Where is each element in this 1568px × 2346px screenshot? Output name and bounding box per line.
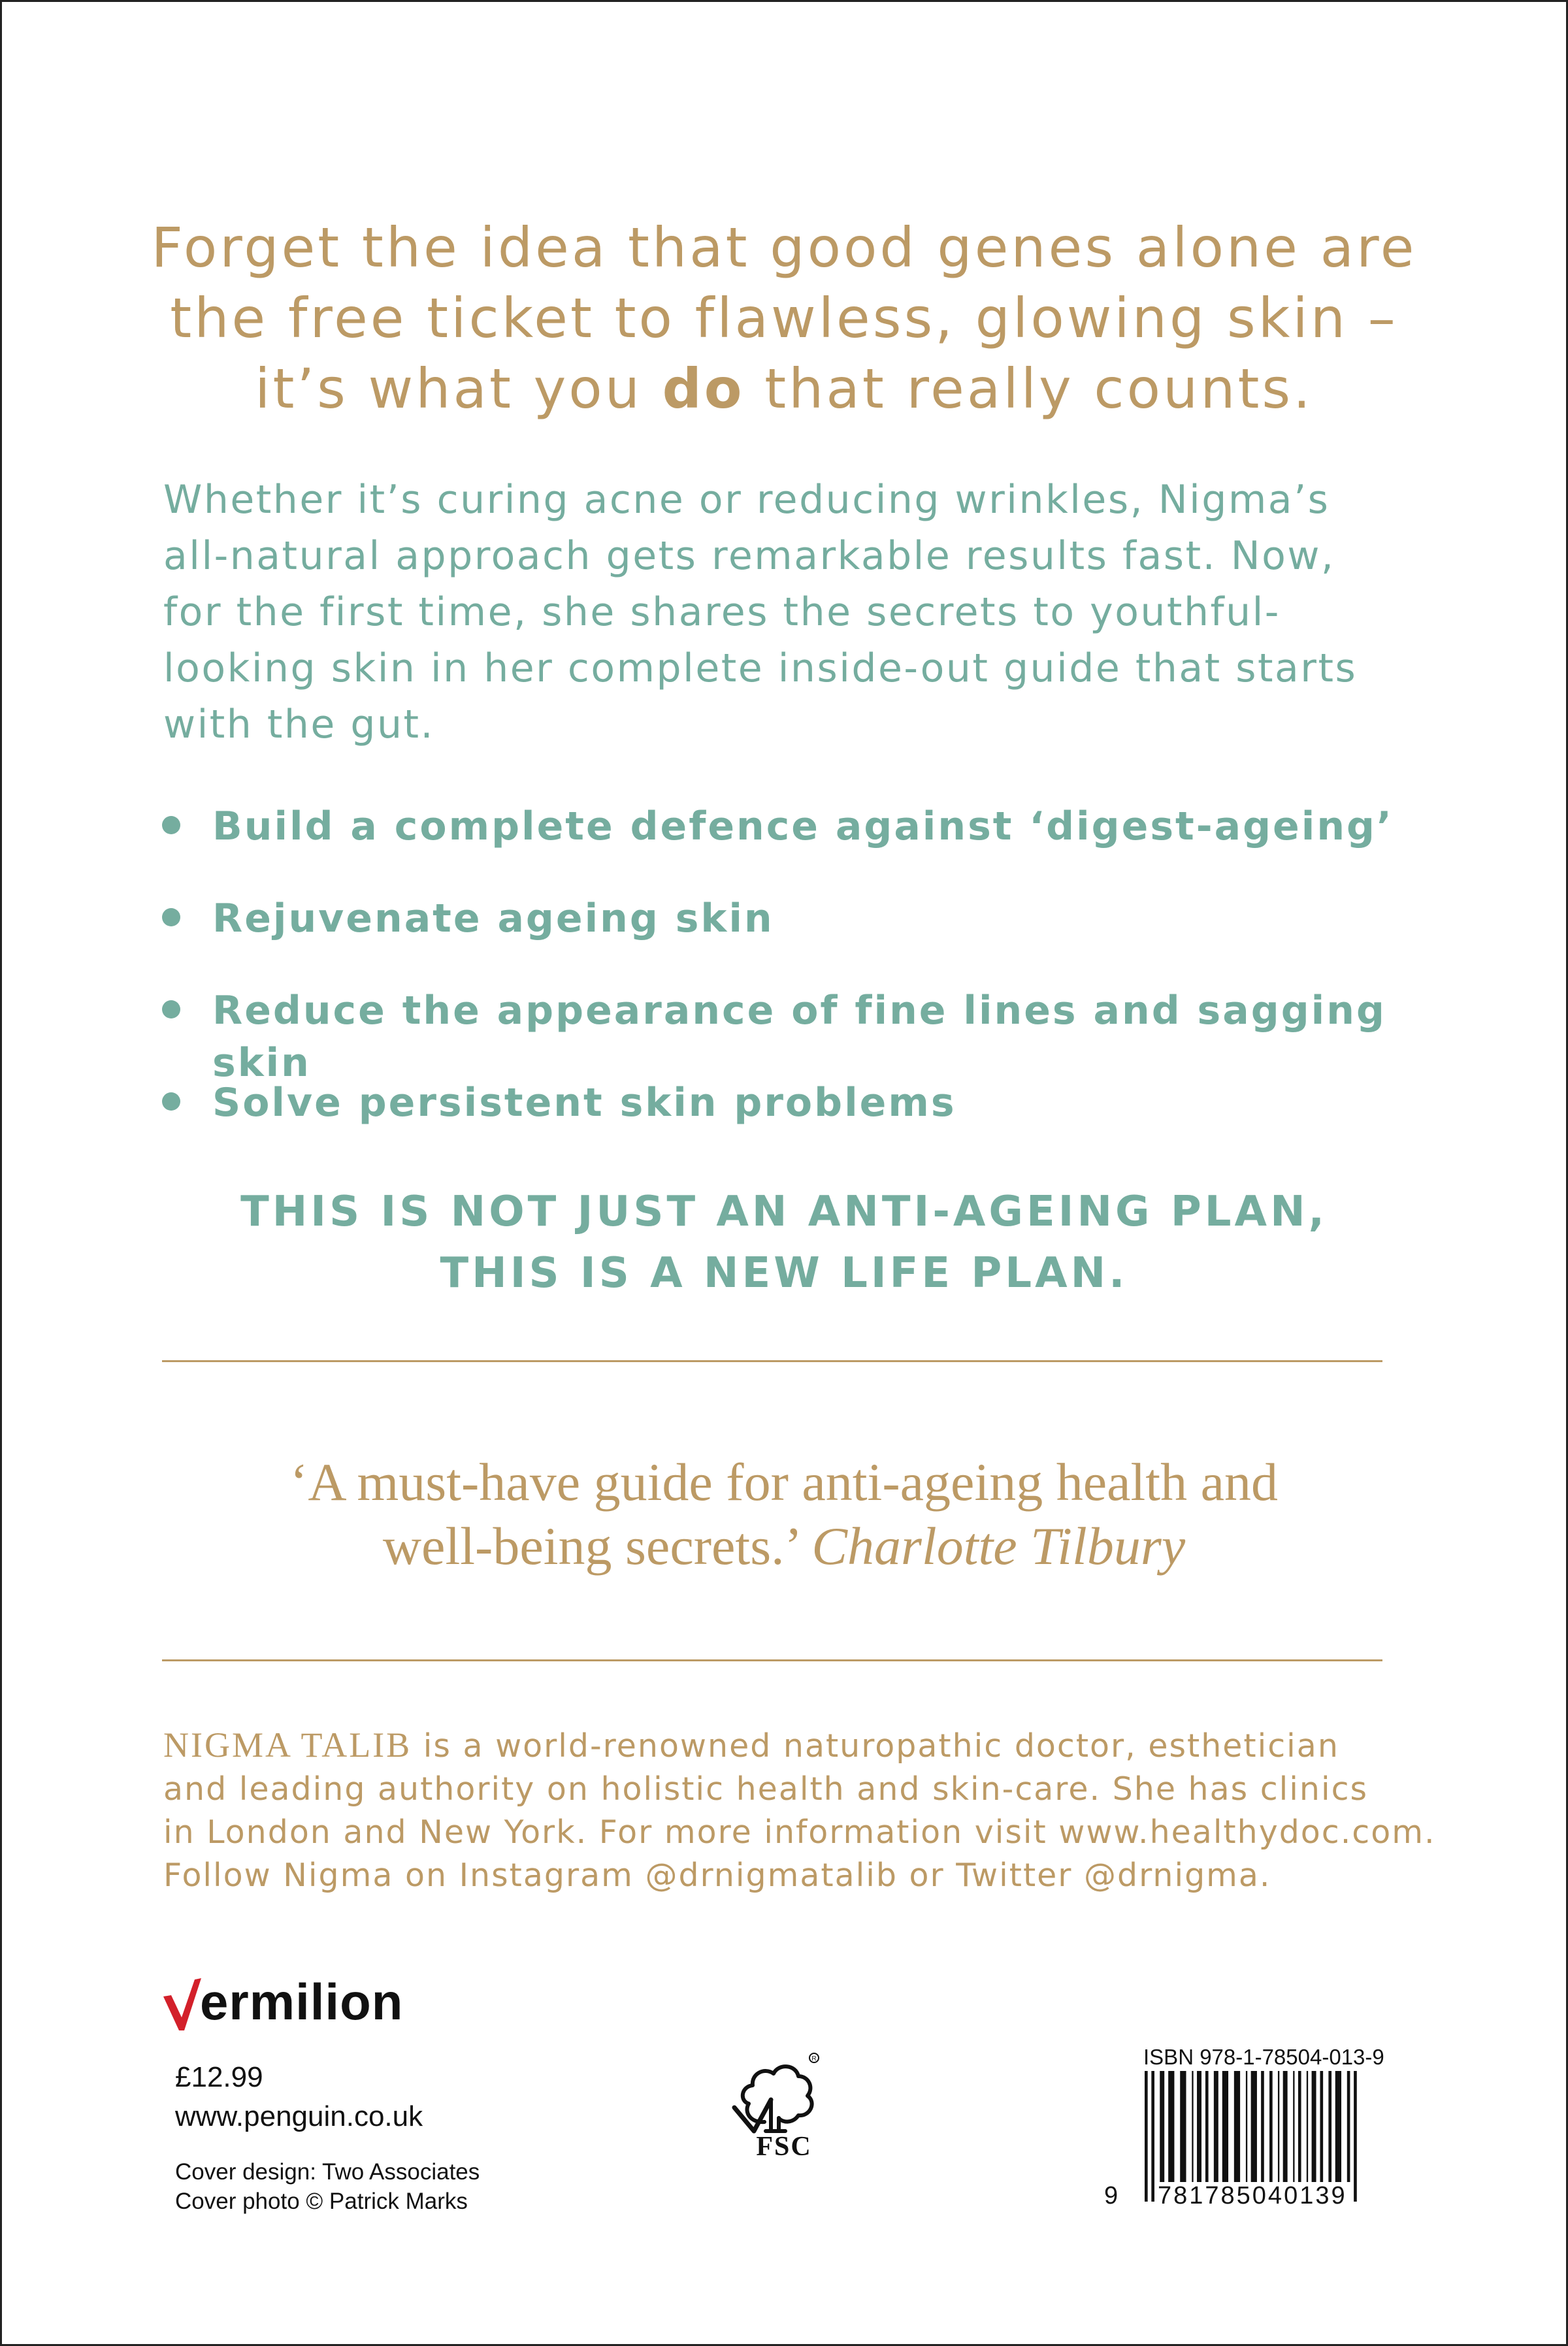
quote-line-1: ‘A must-have guide for anti-ageing health and: [290, 1452, 1278, 1512]
svg-text:R: R: [811, 2055, 817, 2062]
divider-bottom: [162, 1659, 1382, 1661]
barcode-bar: [1312, 2071, 1316, 2182]
slogan-line-1: THIS IS NOT JUST AN ANTI-AGEING PLAN,: [240, 1188, 1328, 1236]
barcode-bar: [1160, 2071, 1164, 2182]
bullet-dot-icon: [162, 816, 180, 834]
isbn-barcode-digits: 781785040139: [1155, 2182, 1350, 2210]
benefit-item: [160, 800, 1467, 892]
benefit-item: [160, 892, 1467, 985]
cover-photo-credit: Cover photo © Patrick Marks: [175, 2189, 468, 2214]
benefit-text: Build a complete defence against ‘digest-ageing’: [212, 804, 1394, 849]
intro-line-3: for the first time, she shares the secrets to youthful-: [163, 589, 1281, 635]
cover-design-credit: Cover design: Two Associates: [175, 2159, 480, 2185]
price: £12.99: [175, 2061, 263, 2093]
headline-line-3: [98, 353, 1470, 424]
barcode-bar: [1298, 2071, 1301, 2182]
bio-line-2: and leading authority on holistic health and skin-care. She has clinics: [163, 1770, 1369, 1808]
intro-line-4: looking skin in her complete inside-out guide that starts: [163, 645, 1358, 691]
intro-line-1: Whether it’s curing acne or reducing wrinkles, Nigma’s: [163, 477, 1330, 523]
fsc-label: FSC: [756, 2132, 812, 2162]
headline-line-3-start: it’s what you: [255, 357, 662, 421]
benefit-item: [160, 985, 1467, 1086]
benefit-list: [160, 800, 1467, 1169]
headline-line-1: Forget the idea that good genes alone are: [151, 216, 1417, 280]
bullet-dot-icon: [162, 1000, 180, 1018]
isbn-digits: [1104, 2182, 1392, 2215]
publisher-website: www.penguin.co.uk: [175, 2100, 423, 2132]
price-block: [175, 2058, 423, 2136]
bio-line-1-text: is a world-renowned naturopathic doctor, esthetician: [412, 1727, 1339, 1765]
barcode-bar: [1192, 2071, 1193, 2182]
barcode-bar: [1320, 2071, 1323, 2182]
slogan: [98, 1181, 1470, 1304]
barcode-bar: [1328, 2071, 1331, 2182]
isbn-lead-digit: 9: [1104, 2182, 1119, 2209]
cover-credits: [175, 2157, 480, 2216]
bullet-dot-icon: [162, 1092, 180, 1111]
barcode-bar: [1197, 2071, 1201, 2182]
headline-emphasis: do: [662, 357, 745, 421]
intro-line-2: all-natural approach gets remarkable results fast. Now,: [163, 533, 1335, 579]
benefit-text: Solve persistent skin problems: [212, 1080, 956, 1126]
bio-line-1: [163, 1723, 1470, 1768]
barcode-bar: [1278, 2071, 1279, 2182]
barcode-bar: [1205, 2071, 1209, 2182]
headline-line-2: the free ticket to flawless, glowing skin –: [170, 286, 1398, 350]
barcode-bar: [1222, 2071, 1228, 2182]
slogan-line-2: THIS IS A NEW LIFE PLAN.: [440, 1249, 1128, 1297]
isbn-label: ISBN 978-1-78504-013-9: [1143, 2045, 1384, 2069]
intro-paragraph: [163, 472, 1444, 753]
quote-attribution: Charlotte Tilbury: [811, 1516, 1186, 1576]
barcode-bar: [1261, 2071, 1264, 2182]
barcode-bar: [1293, 2071, 1294, 2182]
headline-line-3-end: that really counts.: [744, 357, 1313, 421]
barcode-bar: [1234, 2071, 1240, 2182]
vermilion-v-mark-icon: [162, 1977, 203, 2032]
barcode-bar: [1168, 2071, 1174, 2182]
endorsement-quote: [98, 1450, 1470, 1578]
headline: [98, 212, 1470, 424]
quote-line-2-text: well-being secrets.’: [382, 1516, 812, 1576]
vermilion-logo: [162, 1966, 403, 2032]
barcode-bar: [1269, 2071, 1273, 2182]
divider-top: [162, 1360, 1382, 1362]
bio-line-4: Follow Nigma on Instagram @drnigmatalib or Twitter @drnigma.: [163, 1857, 1271, 1894]
logo-text: ermilion: [200, 1973, 404, 2030]
author-name: NIGMA TALIB: [163, 1725, 412, 1765]
barcode-bar: [1180, 2071, 1186, 2182]
author-bio: [163, 1723, 1470, 1897]
barcode-bar: [1214, 2071, 1218, 2182]
quote-line-2: [98, 1514, 1470, 1578]
barcode-bar: [1307, 2071, 1308, 2182]
barcode-bar: [1246, 2071, 1247, 2182]
benefit-text: Reduce the appearance of fine lines and sagging skin: [212, 988, 1386, 1086]
benefit-item: [160, 1077, 1467, 1169]
intro-line-5: with the gut.: [163, 702, 435, 747]
bio-line-3: in London and New York. For more information visit www.healthydoc.com.: [163, 1814, 1436, 1851]
barcode-bar: [1251, 2071, 1257, 2182]
barcode-bar: [1283, 2071, 1288, 2182]
barcode-bar: [1347, 2071, 1350, 2182]
barcode-bar: [1335, 2071, 1341, 2182]
benefit-text: Rejuvenate ageing skin: [212, 896, 774, 941]
bullet-dot-icon: [162, 908, 180, 926]
